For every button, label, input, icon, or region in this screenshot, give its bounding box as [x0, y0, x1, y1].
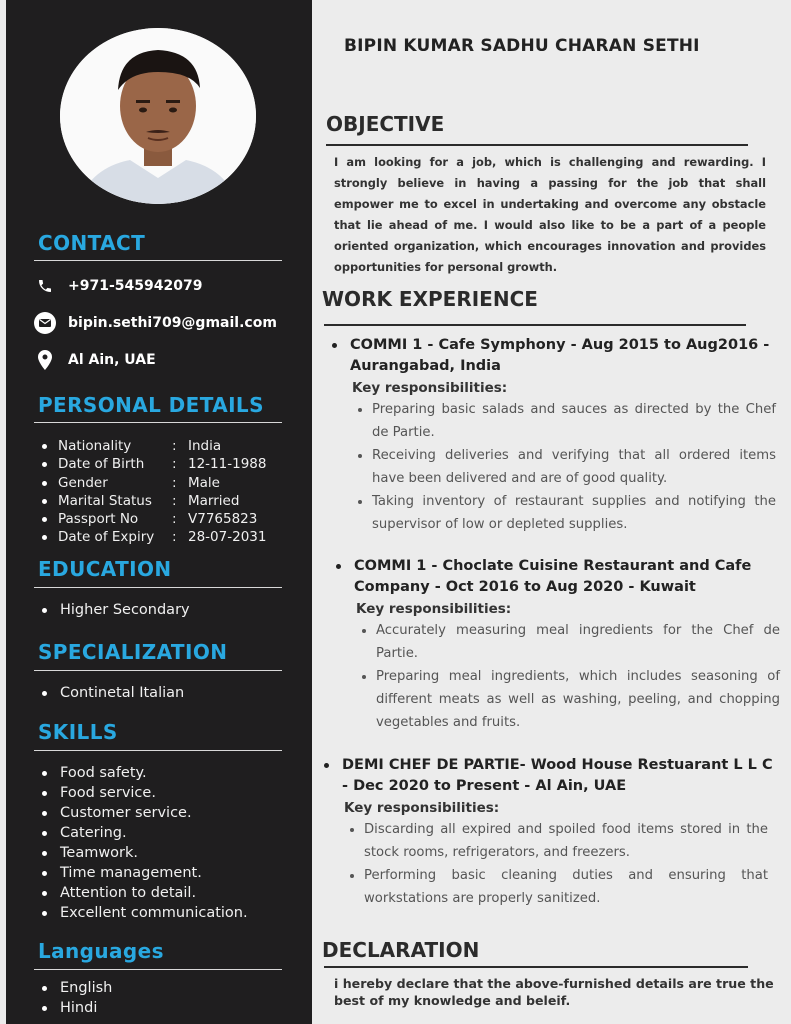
- responsibility-item: Discarding all expired and spoiled food items stored in the stock rooms, refrigerators, and freezers.: [364, 818, 768, 864]
- declaration-divider: [324, 966, 748, 968]
- email-icon: [34, 312, 56, 334]
- responsibilities-list: [376, 619, 780, 734]
- responsibility-item: Performing basic cleaning duties and ensuring that workstations are properly sanitized.: [364, 864, 768, 910]
- responsibility-item: Receiving deliveries and verifying that all ordered items have been delivered and are of good quality.: [372, 444, 776, 490]
- avatar: [60, 28, 256, 204]
- declaration-heading: DECLARATION: [322, 938, 480, 962]
- detail-passport-no: Passport No : V7765823: [42, 510, 266, 528]
- key-responsibilities-label: Key responsibilities:: [352, 380, 508, 396]
- skill-item: Attention to detail.: [42, 883, 248, 903]
- job-title: COMMI 1 - Choclate Cuisine Restaurant and Cafe Company - Oct 2016 to Aug 2020 - Kuwait: [332, 556, 780, 598]
- skill-item: Customer service.: [42, 803, 248, 823]
- detail-date-of-birth: Date of Birth : 12-11-1988: [42, 455, 266, 473]
- specialization-divider: [34, 670, 282, 671]
- skill-item: Excellent communication.: [42, 903, 248, 923]
- key-responsibilities-label: Key responsibilities:: [344, 800, 500, 816]
- skill-item: Food service.: [42, 783, 248, 803]
- skills-heading: SKILLS: [38, 720, 118, 744]
- skill-item: Teamwork.: [42, 843, 248, 863]
- detail-marital-status: Marital Status : Married: [42, 492, 266, 510]
- email-text: bipin.sethi709@gmail.com: [68, 315, 277, 331]
- objective-text: I am looking for a job, which is challenging and rewarding. I strongly believe in having a passing for the job that shall empower me to excel in undertaking and overcome any obstacle that lie ahead of me. I would also like to be a part of a people oriented organization, which encourages innovation and provides opportunities for personal growth.: [334, 155, 766, 274]
- education-heading: EDUCATION: [38, 557, 172, 581]
- key-responsibilities-label: Key responsibilities:: [356, 601, 512, 617]
- phone-text: +971-545942079: [68, 278, 203, 294]
- candidate-name: BIPIN KUMAR SADHU CHARAN SETHI: [344, 36, 700, 56]
- job-title: DEMI CHEF DE PARTIE- Wood House Restuarant L L C - Dec 2020 to Present - Al Ain, UAE: [320, 755, 780, 797]
- detail-gender: Gender : Male: [42, 474, 266, 492]
- responsibilities-list: [372, 398, 776, 536]
- education-list: [42, 600, 190, 620]
- contact-phone: [34, 275, 202, 297]
- specialization-heading: SPECIALIZATION: [38, 640, 228, 664]
- main-content: [312, 0, 791, 1024]
- contact-divider: [34, 260, 282, 261]
- skills-list: [42, 763, 248, 923]
- skills-divider: [34, 750, 282, 751]
- contact-heading: CONTACT: [38, 231, 146, 255]
- personal-details-list: [42, 437, 266, 547]
- education-item: Higher Secondary: [42, 600, 190, 620]
- job-title: COMMI 1 - Cafe Symphony - Aug 2015 to Aug2016 - Aurangabad, India: [328, 335, 776, 377]
- languages-heading: Languages: [38, 939, 164, 963]
- objective-divider: [326, 144, 748, 146]
- language-item: English: [42, 978, 112, 998]
- work-experience-heading: WORK EXPERIENCE: [322, 287, 538, 311]
- personal-details-divider: [34, 422, 282, 423]
- responsibilities-list: [364, 818, 768, 910]
- detail-date-of-expiry: Date of Expiry : 28-07-2031: [42, 528, 266, 546]
- responsibility-item: Preparing meal ingredients, which includes seasoning of different meats as well as washing, peeling, and chopping vegetables and fruits.: [376, 665, 780, 734]
- specialization-list: [42, 683, 184, 703]
- phone-icon: [34, 275, 56, 297]
- location-text: Al Ain, UAE: [68, 352, 156, 368]
- skill-item: Catering.: [42, 823, 248, 843]
- languages-divider: [34, 969, 282, 970]
- languages-list: [42, 978, 112, 1018]
- contact-email: [34, 312, 277, 334]
- profile-photo: [60, 28, 256, 204]
- responsibility-item: Accurately measuring meal ingredients for the Chef de Partie.: [376, 619, 780, 665]
- work-experience-divider: [324, 324, 746, 326]
- specialization-item: Continetal Italian: [42, 683, 184, 703]
- skill-item: Food safety.: [42, 763, 248, 783]
- job-entry: [328, 335, 776, 536]
- objective-heading: OBJECTIVE: [326, 112, 445, 136]
- detail-nationality: Nationality : India: [42, 437, 266, 455]
- contact-location: [34, 349, 156, 371]
- education-divider: [34, 587, 282, 588]
- location-pin-icon: [34, 349, 56, 371]
- declaration-text: i hereby declare that the above-furnished details are true the best of my knowledge and beleif.: [334, 976, 774, 1008]
- language-item: Hindi: [42, 998, 112, 1018]
- personal-details-heading: PERSONAL DETAILS: [38, 393, 264, 417]
- responsibility-item: Taking inventory of restaurant supplies and notifying the supervisor of low or depleted supplies.: [372, 490, 776, 536]
- job-entry: [320, 755, 780, 910]
- skill-item: Time management.: [42, 863, 248, 883]
- responsibility-item: Preparing basic salads and sauces as directed by the Chef de Partie.: [372, 398, 776, 444]
- job-entry: [332, 556, 780, 734]
- sidebar: [6, 0, 312, 1024]
